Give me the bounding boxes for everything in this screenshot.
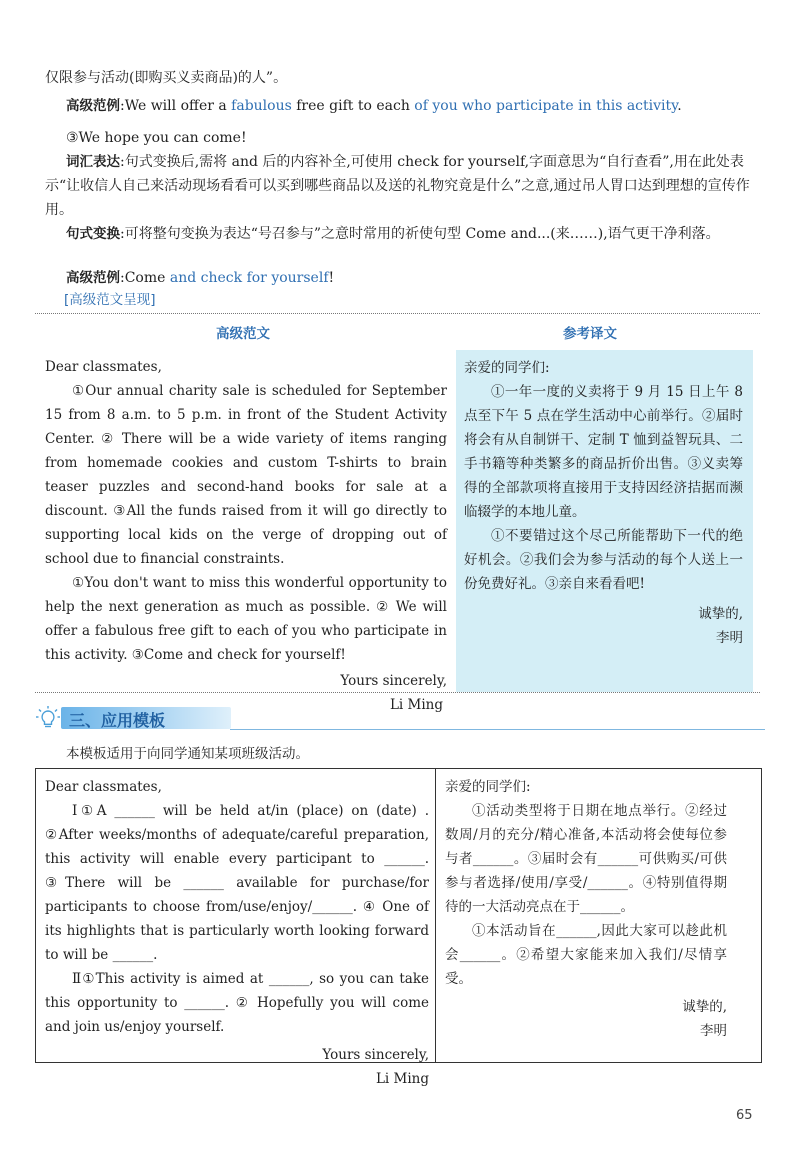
model-essay	[45, 355, 447, 717]
table-divider	[435, 769, 436, 1062]
example-2-part-c: !	[328, 270, 335, 286]
dotted-divider-top	[35, 313, 760, 314]
example-1-part-b: fabulous	[231, 98, 292, 114]
template-cn-paragraph-1: ①活动类型将于日期在地点举行。②经过数周/月的充分/精心准备,本活动将会使每位参与者______。③届时会有______可供购买/可供参与者选择/使用/享受/______。④特别值得期待的一大活动亮点在于______。	[445, 803, 727, 915]
example-2	[66, 266, 760, 290]
example-1-part-c: free gift to each	[291, 98, 415, 114]
template-cn-closing: 诚挚的,	[682, 999, 727, 1015]
vocab-expression	[45, 150, 760, 222]
template-cn-paragraph-2: ①本活动旨在______,因此大家可以趁此机会______。②希望大家能来加入我们/尽情享受。	[445, 923, 727, 987]
lightbulb-icon	[35, 705, 61, 731]
template-cn-signature: 李明	[700, 1023, 727, 1039]
pattern-text: :可将整句变换为表达“号召参与”之意时常用的祈使句型 Come and...(来……),语气更干净利落。	[120, 226, 720, 242]
translation-greeting: 亲爱的同学们:	[464, 360, 550, 376]
translation-closing: 诚挚的,	[698, 606, 743, 622]
example-1	[66, 94, 760, 118]
sentence-3	[66, 126, 760, 150]
example-2-part-a: :Come	[120, 270, 170, 286]
essay-column-head: 高级范文	[216, 326, 270, 342]
translation-column-head: 参考译文	[563, 326, 617, 342]
template-table	[35, 768, 762, 1087]
example-1-part-e: .	[677, 98, 682, 114]
line1-text: 仅限参与活动(即购买义卖商品)的人”。	[45, 70, 288, 86]
template-intro: 本模板适用于向同学通知某项班级活动。	[66, 746, 309, 762]
template-en-signature: Li Ming	[375, 1071, 429, 1087]
dotted-divider-bottom	[35, 692, 760, 693]
model-essay-heading: [高级范文呈现]	[64, 292, 156, 308]
translation-box	[456, 350, 753, 692]
section-rule	[230, 729, 765, 730]
example-2-part-b: and check for yourself	[169, 270, 329, 286]
pattern-change	[45, 222, 760, 246]
section-heading	[35, 705, 765, 731]
essay-paragraph-2: ①You don't want to miss this wonderful opportunity to help the next generation as much as possible. ② We will offer a fabulous free gift to each of you who participate in this activity. ③Come and check for yourself!	[45, 575, 447, 663]
template-english	[45, 775, 429, 1091]
sentence-3-text: ③We hope you can come!	[66, 130, 247, 146]
essay-paragraph-1: ①Our annual charity sale is scheduled for September 15 from 8 a.m. to 5 p.m. in front of the Student Activity Center. ② There will be a wide variety of items ranging from homemade cookies and custom T-shirts to brain teaser puzzles and second-hand books for sale at a discount. ③All the funds raised from it will go directly to supporting local kids on the verge of dropping out of school due to financial constraints.	[45, 383, 447, 567]
vocab-text: :句式变换后,需将 and 后的内容补全,可使用 check for yourself,字面意思为“自行查看”,用在此处表示“让收信人自己来活动现场看看可以买到哪些商品以及送的礼物究竟是什么”之意,通过吊人胃口达到理想的宣传作用。	[45, 154, 750, 218]
section-title: 三、应用模板	[69, 711, 166, 730]
template-en-closing: Yours sincerely,	[322, 1047, 429, 1063]
essay-greeting: Dear classmates,	[45, 359, 162, 375]
template-en-paragraph-1: Ⅰ①A ______ will be held at/in (place) on (date) . ②After weeks/months of adequate/careful preparation, this activity will enable every participant to ______. ③There will be ______ available for purchase/for participants to choose from/use/enjoy/______. ④ One of its highlights that is particularly worth looking forward to will be ______.	[45, 803, 429, 963]
page-number: 65	[736, 1108, 753, 1123]
intro-line	[45, 66, 760, 90]
template-chinese	[445, 775, 727, 1043]
example-2-label: 高级范例	[66, 270, 120, 286]
essay-signature: Li Ming	[389, 697, 443, 713]
template-en-greeting: Dear classmates,	[45, 779, 162, 795]
example-1-label: 高级范例	[66, 98, 120, 114]
example-1-part-d: of you who participate in this activity	[414, 98, 678, 114]
translation-paragraph-1: ①一年一度的义卖将于 9 月 15 日上午 8 点至下午 5 点在学生活动中心前举行。②届时将会有从自制饼干、定制 T 恤到益智玩具、二手书籍等种类繁多的商品折价出售。③义卖筹得的全部款项将直接用于支持因经济拮据而濒临辍学的本地儿童。	[464, 384, 743, 520]
vocab-label: 词汇表达	[66, 154, 120, 170]
pattern-label: 句式变换	[66, 226, 120, 242]
essay-closing: Yours sincerely,	[340, 673, 447, 689]
translation-paragraph-2: ①不要错过这个尽己所能帮助下一代的绝好机会。②我们会为参与活动的每个人送上一份免费好礼。③亲自来看看吧!	[464, 528, 743, 592]
example-1-part-a: :We will offer a	[120, 98, 232, 114]
template-en-paragraph-2: Ⅱ①This activity is aimed at ______, so you can take this opportunity to ______. ② Hopefully you will come and join us/enjoy yourself.	[45, 971, 429, 1035]
template-cn-greeting: 亲爱的同学们:	[445, 779, 531, 795]
translation-signature: 李明	[716, 630, 743, 646]
